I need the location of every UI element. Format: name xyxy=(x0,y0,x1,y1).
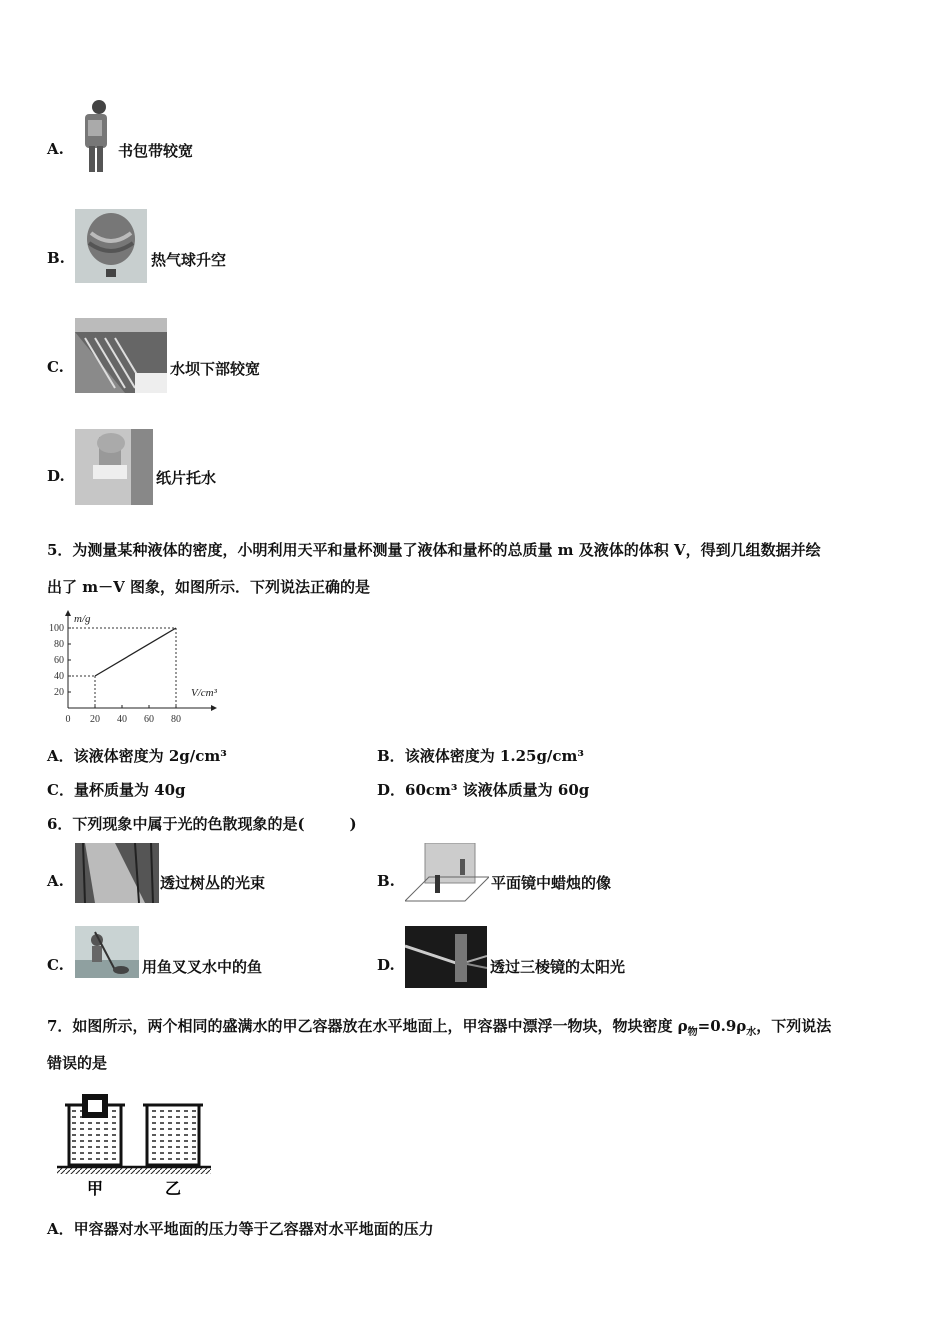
q7-subscript-water: 水 xyxy=(746,1027,757,1038)
q5-stem-line1: 5．为测量某种液体的密度，小明利用天平和量杯测量了液体和量杯的总质量 m 及液体的体积 V，得到几组数据并绘 xyxy=(47,541,821,559)
q6-option-d-text: 透过三棱镜的太阳光 xyxy=(490,958,626,976)
q7-stem-part3: ，下列说法 xyxy=(756,1017,832,1035)
prism-light-icon xyxy=(405,926,487,988)
label-jia: 甲 xyxy=(87,1181,104,1198)
q5-stem-line2: 出了 m－V 图象，如图所示．下列说法正确的是 xyxy=(47,578,370,596)
x-tick-label: 0 xyxy=(65,714,71,725)
y-tick-label: 80 xyxy=(54,639,64,650)
q6-option-b-letter: B. xyxy=(377,872,395,890)
y-axis-arrow xyxy=(65,610,71,616)
x-axis-label: V/cm³ xyxy=(191,687,217,699)
candle-mirror-icon xyxy=(405,843,489,903)
dam-icon xyxy=(75,318,167,393)
q5-option-a xyxy=(47,745,227,766)
x-tick-label: 80 xyxy=(171,714,181,725)
x-axis-arrow xyxy=(211,705,217,711)
y-tick-label: 20 xyxy=(54,687,64,698)
x-tick-label: 40 xyxy=(117,714,127,725)
option-b-text: 热气球升空 xyxy=(151,251,227,269)
two-containers-figure xyxy=(55,1090,215,1200)
y-tick-label: 60 xyxy=(54,655,64,666)
option-c-text: 水坝下部较宽 xyxy=(170,360,261,378)
q5-option-d-letter: D． xyxy=(377,781,406,799)
q6-option-c-text: 用鱼叉叉水中的鱼 xyxy=(142,958,263,976)
y-tick-label: 100 xyxy=(49,623,64,634)
y-axis-label: m/g xyxy=(74,613,91,625)
q5-option-c xyxy=(47,779,186,800)
q5-option-d xyxy=(377,779,589,800)
x-tick-label: 20 xyxy=(90,714,100,725)
q5-option-d-text: 60cm³ 该液体质量为 60g xyxy=(405,781,590,799)
q6-option-a-text: 透过树丛的光束 xyxy=(160,874,266,892)
backpack-student-icon xyxy=(75,98,115,174)
option-b-letter: B. xyxy=(47,249,65,267)
y-tick-label: 40 xyxy=(54,671,64,682)
q7-stem-line2: 错误的是 xyxy=(47,1054,108,1072)
hot-air-balloon-icon xyxy=(75,209,147,283)
q7-option-a-letter: A． xyxy=(47,1220,74,1238)
label-yi: 乙 xyxy=(165,1181,182,1198)
light-through-trees-icon xyxy=(75,843,159,903)
q7-option-a-text: 甲容器对水平地面的压力等于乙容器对水平地面的压力 xyxy=(73,1220,434,1238)
container-yi xyxy=(147,1105,199,1165)
option-c-letter: C. xyxy=(47,358,64,376)
q7-subscript-object: 物 xyxy=(687,1027,698,1038)
spear-fishing-icon xyxy=(75,926,139,978)
paper-holding-water-icon xyxy=(75,429,153,505)
option-d-letter: D. xyxy=(47,467,65,485)
q6-option-a-letter: A. xyxy=(47,872,64,890)
q6-option-b-text: 平面镜中蜡烛的像 xyxy=(491,874,612,892)
series-line xyxy=(95,628,176,676)
q7-stem-part2: =0.9ρ xyxy=(697,1017,747,1035)
q6-stem: 6．下列现象中属于光的色散现象的是( ) xyxy=(47,815,357,833)
option-a-text: 书包带较宽 xyxy=(118,142,194,160)
q7-stem-line1 xyxy=(47,1015,831,1038)
q5-option-a-letter: A． xyxy=(47,747,74,765)
q7-option-a xyxy=(47,1218,434,1239)
mass-volume-chart xyxy=(40,603,240,729)
q5-option-b xyxy=(377,745,584,766)
q5-option-a-text: 该液体密度为 2g/cm³ xyxy=(73,747,227,765)
q6-option-d-letter: D. xyxy=(377,956,395,974)
x-tick-label: 60 xyxy=(144,714,154,725)
q5-option-b-text: 该液体密度为 1.25g/cm³ xyxy=(404,747,584,765)
q5-option-b-letter: B． xyxy=(377,747,405,765)
q6-option-c-letter: C. xyxy=(47,956,64,974)
q7-stem-part1: 7．如图所示，两个相同的盛满水的甲乙容器放在水平地面上，甲容器中漂浮一物块，物块密度 ρ xyxy=(47,1017,688,1035)
q5-option-c-text: 量杯质量为 40g xyxy=(73,781,186,799)
q5-option-c-letter: C． xyxy=(47,781,74,799)
option-a-letter: A. xyxy=(47,140,64,158)
option-d-text: 纸片托水 xyxy=(156,469,217,487)
